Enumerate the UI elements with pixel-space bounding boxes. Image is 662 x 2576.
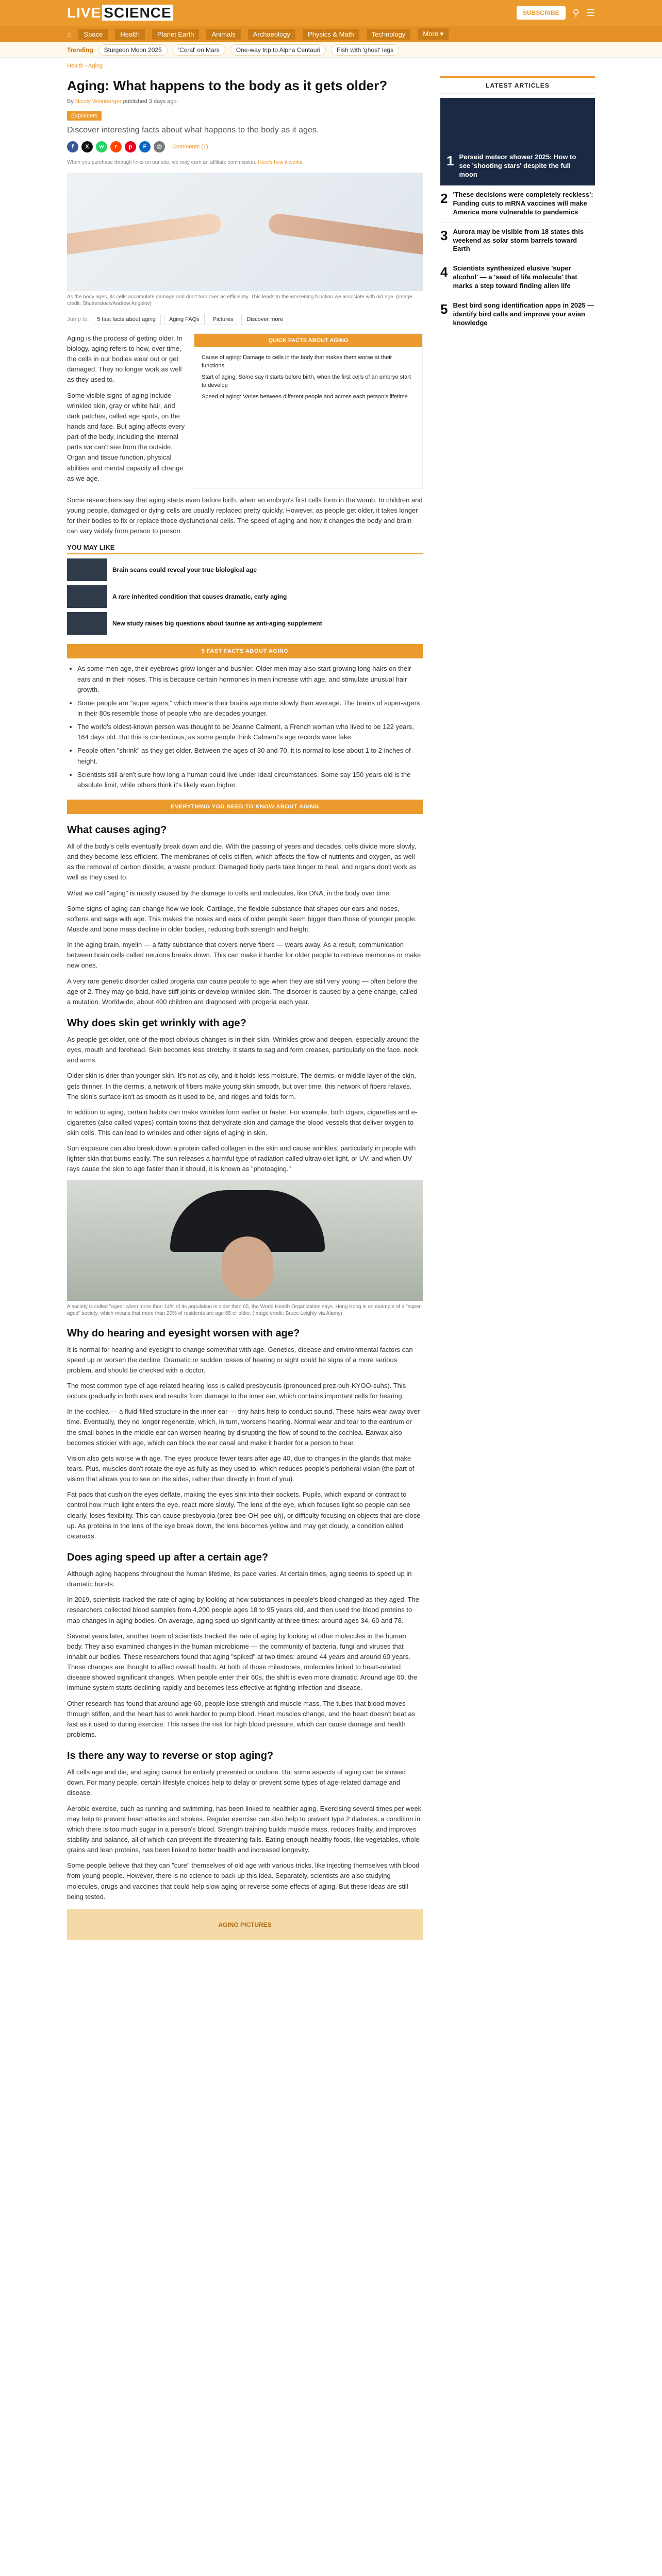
faq-banner: EVERYTHING YOU NEED TO KNOW ABOUT AGING <box>67 800 423 814</box>
jump-item[interactable]: Aging FAQs <box>164 314 205 325</box>
quick-facts-box <box>194 333 423 489</box>
related-thumbnail <box>67 558 107 581</box>
breadcrumb: Health › Aging <box>67 63 103 69</box>
menu-icon[interactable]: ☰ <box>586 7 595 18</box>
subscribe-button[interactable]: SUBSCRIBE <box>517 6 566 20</box>
latest-number: 1 <box>446 153 454 169</box>
nav-item-space[interactable]: Space <box>78 29 108 40</box>
fast-facts-banner: 5 FAST FACTS ABOUT AGING <box>67 644 423 658</box>
article-main <box>67 58 423 1947</box>
body-paragraph: Although aging happens throughout the human lifetime, its pace varies. At certain times, aging seems to speed up in dramatic bursts. <box>67 1570 412 1588</box>
face-shape <box>222 1236 273 1298</box>
fast-fact: • Scientists still aren't sure how long a human could live under ideal circumstances. Some say 150 years old is the absolute limit, while others think it's likely even higher. <box>77 770 423 790</box>
body-paragraph: Aerobic exercise, such as running and swimming, has been linked to healthier aging. Exercising several times per week may help to prevent heart attacks and strokes. Regular exercise can also help to prevent type 2 diabetes, a condition in which there is too much sugar in a person's blood. Strength training builds muscle mass, reduces frailty, and improves stability and balance, all of which can prevent life-threatening falls. Eating enough healthy foods, like vegetables, whole grains and lean proteins, has been linked to better health and increased longevity. <box>67 1804 422 1854</box>
latest-number: 3 <box>440 227 448 243</box>
latest-title: Scientists synthesized elusive 'super alcohol' — a 'seed of life molecule' that marks a step toward finding alien life <box>453 264 577 290</box>
section-heading: Is there any way to reverse or stop aging? <box>67 1750 274 1762</box>
intro-paragraph: Aging is the process of getting older. In biology, aging refers to how, over time, the cells in our bodies wear out or get damaged. They no longer work as well as they used to. <box>67 334 183 384</box>
related-thumbnail <box>67 612 107 635</box>
category-tag[interactable]: Explainers <box>67 111 102 121</box>
affiliate-disclaimer: When you purchase through links on our site, we may earn an affiliate commission. Here's how it works. <box>67 159 304 165</box>
latest-number: 5 <box>440 301 448 317</box>
latest-title: Aurora may be visible from 18 states this weekend as solar storm barrels toward Earth <box>453 227 584 253</box>
fast-facts-list <box>67 664 423 790</box>
intro-paragraph: Some visible signs of aging include wrinkled skin, gray or white hair, and dark patches, called age spots, on the hands and face. But aging affects every part of the body, including the internal parts we can't see from the outside. Organ and tissue function, physical abilities and mental capacity all change as we age. <box>67 391 185 482</box>
latest-title: Perseid meteor shower 2025: How to see 'shooting stars' despite the full moon <box>459 153 576 179</box>
body-paragraph: Older skin is drier than younger skin. It's not as oily, and it holds less moisture. The dermis, or middle layer of the skin, gets thinner. In the dermis, a network of fibers make young skin smooth, but over time, this network of fibers relaxes. The skin's surface isn't as smooth as it used to be, and ridges and folds form. <box>67 1072 416 1100</box>
jump-item[interactable]: Discover more <box>241 314 288 325</box>
section-heading: What causes aging? <box>67 824 167 836</box>
nav-item-animals[interactable]: Animals <box>206 29 240 40</box>
disclaimer-link[interactable]: Here's how it works. <box>258 159 304 165</box>
body-paragraph: All of the body's cells eventually break down and die. With the passing of years and decades, cells divide more slowly, and they become less efficient. The membranes of cells stiffen, which affects the flow of nutrients and oxygen, as well as the removal of carbon dioxide, a waste product. Damaged body parts take longer to heal, and organs don't work as well as they used to. <box>67 842 417 882</box>
photo-caption: A society is called "aged" when more than 14% of its population is older than 65, the World Health Organization says. Hong Kong is an example of a "super-aged" society, which means that more than 20% of residents are age 65 or older. (Image credit: Bruce Leighty via Alamy) <box>67 1303 423 1317</box>
main-nav <box>0 26 662 42</box>
body-paragraph: Other research has found that around age 60, people lose strength and muscle mass. The tubes that blood moves through stiffen, and the heart has to work harder to pump blood. Heart muscles change, and the heart doesn't beat as fast as it used to during exercise. This raises the risk for high blood pressure, which can cause damage and health problems. <box>67 1699 416 1738</box>
site-logo[interactable]: LIVE SCIENCE <box>67 5 173 21</box>
latest-number: 2 <box>440 191 448 206</box>
body-paragraph: In addition to aging, certain habits can make wrinkles form earlier or faster. For example, both cigars, cigarettes and e-cigarettes (also called vapes) contain toxins that dehydrate skin and damage the blood vessels that deliver oxygen to skin cells. This can lead to wrinkles and other signs of aging in skin. <box>67 1108 418 1137</box>
nav-item-health[interactable]: Health <box>115 29 145 40</box>
body-paragraph: In the cochlea — a fluid-filled structure in the inner ear — tiny hairs help to conduct sound. These hairs wear away over time. Eventually, they no longer regenerate, which, in turn, worsens hearing. Normal wear and tear to the eardrum or the small bones in the middle ear can worsen hearing by disrupting the flow of sound to the cochlea. Earwax also becomes stickier with age, which can block the ear canal and make it harder for a person to hear. <box>67 1408 420 1447</box>
facebook-icon[interactable]: f <box>67 141 78 152</box>
you-may-like <box>67 544 423 635</box>
related-thumbnail <box>67 585 107 608</box>
section-heading: Why do hearing and eyesight worsen with age? <box>67 1327 300 1339</box>
body-paragraph: Some signs of aging can change how we look. Cartilage, the flexible substance that shapes our ears and noses, softens and sags with age. This makes the noses and ears of older people seem bigger than those of younger people. Muscle and bone mass decline in older bodies, reducing both strength and height. <box>67 904 417 933</box>
body-paragraph: It is normal for hearing and eyesight to change somewhat with age. Genetics, disease and environmental factors can speed up or worsen the decline. Dramatic or sudden losses of hearing or sight could be signs of a more serious problem, and should be checked with a doctor. <box>67 1345 413 1374</box>
body-paragraph: All cells age and die, and aging cannot be entirely prevented or undone. But some aspects of aging can be slowed down. For many people, certain lifestyle choices help to delay or prevent some types of age-related damage and disease. <box>67 1768 406 1797</box>
search-icon[interactable]: ⚲ <box>572 7 580 18</box>
latest-item[interactable] <box>440 223 595 260</box>
related-item[interactable]: New study raises big questions about taurine as anti-aging supplement <box>67 612 423 635</box>
trending-bar <box>0 42 662 58</box>
latest-title: Best bird song identification apps in 2025 — identify bird calls and improve your avian knowledge <box>453 301 594 327</box>
email-icon[interactable]: @ <box>154 141 165 152</box>
section-heading: Does aging speed up after a certain age? <box>67 1552 269 1564</box>
byline: By Nicoly Weinberger published 3 days ago <box>67 98 177 105</box>
jump-label: Jump to: <box>67 316 89 323</box>
pinterest-icon[interactable]: p <box>125 141 136 152</box>
old-hand <box>268 212 423 257</box>
body-paragraph: What we call "aging" is mostly caused by the damage to cells and molecules, like DNA, in the body over time. <box>67 889 391 897</box>
trending-item[interactable]: Sturgeon Moon 2025 <box>98 44 168 56</box>
article-title: Aging: What happens to the body as it gets older? <box>67 78 388 93</box>
quick-fact: Start of aging: Some say it starts before birth, when the first cells of an embryo start to develop <box>202 374 411 389</box>
related-item[interactable]: A rare inherited condition that causes dramatic, early aging <box>67 585 423 608</box>
author-link[interactable]: Nicoly Weinberger <box>75 98 122 105</box>
quick-fact: Cause of aging: Damage to cells in the body that makes them worse at their functions <box>202 354 392 369</box>
body-paragraph: In the aging brain, myelin — a fatty substance that covers nerve fibers — wears away. As a result, communication between brain cells called neurons breaks down. This can make it harder for older people to retrieve memories or make new ones. <box>67 941 421 970</box>
latest-articles <box>440 76 595 333</box>
body-paragraph: Some researchers say that aging starts even before birth, when an embryo's first cells form in the womb. In children and young people, damaged or dying cells are usually replaced pretty quickly. However, as people get older, it takes longer for their bodies to fix or replace those dysfunctional cells. The speed of aging and how it changes the body and brain can vary widely from person to person. <box>67 496 423 535</box>
latest-number: 4 <box>440 264 448 280</box>
jump-to-nav <box>67 314 423 325</box>
latest-title: 'These decisions were completely reckless': Funding cuts to mRNA vaccines will make America more vulnerable to pandemics <box>453 191 593 216</box>
jump-item[interactable]: 5 fast facts about aging <box>92 314 161 325</box>
reddit-icon[interactable]: r <box>110 141 122 152</box>
trending-item[interactable]: 'Coral' on Mars <box>173 44 225 56</box>
body-paragraph: Sun exposure can also break down a protein called collagen in the skin and cause wrinkles, particularly in people with lighter skin that burns easily. The sun releases a harmful type of radiation called ultraviolet light, or UV, and when UV rays cause the skin to age faster than it should, it is known as "photoaging." <box>67 1144 416 1173</box>
young-hand <box>67 212 222 257</box>
breadcrumb-health[interactable]: Health <box>67 63 84 69</box>
quick-facts-heading: QUICK FACTS ABOUT AGING <box>194 334 422 347</box>
breadcrumb-aging[interactable]: Aging <box>88 63 103 69</box>
aging-pictures-banner: AGING PICTURES <box>67 1909 423 1940</box>
body-paragraph: Fat pads that cushion the eyes deflate, making the eyes sink into their sockets. Pupils, which expand or contract to control how much light enters the eye, react more slowly. The lens of the eye, which focuses light so people can see clearly, loses flexibility. This can cause presbyopia (prez-bee-OH-pee-uh), or difficulty focusing on objects that are close-up. As proteins in the lens of the eye break down, the lens becomes yellow and may get cloudy, a condition called cataracts. <box>67 1490 423 1540</box>
fast-fact: • People often "shrink" as they get older. Between the ages of 30 and 70, it is normal to lose about 1 to 2 inches of height. <box>77 745 423 766</box>
comments-link[interactable]: Comments (1) <box>172 143 208 150</box>
body-paragraph: In 2019, scientists tracked the rate of aging by looking at how substances in people's blood changed as they aged. The researchers collected blood samples from 4,200 people ages 18 to 95 years old, and then used the blood proteins to map changes in aging bodies. On average, aging sped up significantly at three times: around ages 34, 60 and 78. <box>67 1596 420 1624</box>
trending-label: Trending <box>67 46 93 54</box>
fast-fact: • Some people are "super agers," which means their brains age more slowly than average. The brains of super-agers in their 80s resemble those of people who are decades younger. <box>77 698 423 719</box>
trending-item[interactable]: Fish with 'ghost' legs <box>331 44 399 56</box>
hero-image <box>67 173 423 291</box>
quick-fact: Speed of aging: Varies between different people and across each person's lifetime <box>202 393 408 400</box>
nav-item-technology[interactable]: Technology <box>367 29 411 40</box>
flipboard-icon[interactable]: F <box>139 141 151 152</box>
sidebar <box>440 58 595 1947</box>
latest-item[interactable] <box>440 185 595 223</box>
related-item[interactable]: Brain scans could reveal your true biological age <box>67 558 423 581</box>
whatsapp-icon[interactable]: w <box>96 141 107 152</box>
latest-heading: LATEST ARTICLES <box>440 78 595 94</box>
body-paragraph: Vision also gets worse with age. The eyes produce fewer tears after age 40, due to changes in the glands that make tears. Plus, muscles don't rotate the eye as fully as they used to, which reduces people's peripheral vision (the part of vision that allows you to see on the sides, rather than directly in front of you). <box>67 1454 415 1483</box>
latest-item[interactable] <box>440 259 595 296</box>
elderly-woman-photo <box>67 1180 423 1301</box>
home-icon[interactable]: ⌂ <box>67 30 72 38</box>
body-paragraph: The most common type of age-related hearing loss is called presbycusis (pronounced prez-buh-KYOO-suhs). This occurs gradually in both ears and results from damage to the inner ear, which contains important cells for hearing. <box>67 1382 406 1400</box>
body-paragraph: As people get older, one of the most obvious changes is in their skin. Wrinkles grow and deepen, especially around the eyes, mouth and forehead. Skin becomes less stretchy. It starts to sag and form creases, particularly on the face, neck and arms. <box>67 1035 419 1064</box>
article-subhead: Discover interesting facts about what happens to the body as it ages. <box>67 125 319 134</box>
body-paragraph: A very rare genetic disorder called progeria can cause people to age when they are still very young — often before the age of 2. They may go bald, have stiff joints or develop wrinkled skin. The disorder is caused by a gene change, called a mutation. Worldwide, about 400 children are diagnosed with progeria each year. <box>67 977 418 1006</box>
body-paragraph: Several years later, another team of scientists tracked the rate of aging by looking at other molecules in the human body. They also examined changes in the human microbiome — the community of bacteria, fungi and viruses that inhabit our bodies. These researchers found that aging "spiked" at two times: around 44 years and around 60 years. These changes are thought to affect overall health. At both of those milestones, molecules linked to heart-related disease showed significant changes. When people enter their 60s, the shift is even more dramatic. Around age 60, the immune system starts declining rapidly and becomes less effective at fighting infection and disease. <box>67 1632 418 1692</box>
nav-item-planet-earth[interactable]: Planet Earth <box>152 29 200 40</box>
site-header <box>0 0 662 26</box>
body-paragraph: Some people believe that they can "cure" themselves of old age with various tricks, like injecting themselves with blood from young people. However, there is no science to back up this idea. Separately, scientists are also studying molecules, drugs and vaccines that could help slow aging or reverse some effects of aging. But these ideas are still being tested. <box>67 1861 420 1901</box>
trending-item[interactable]: One-way trip to Alpha Centauri <box>230 44 326 56</box>
fast-fact: • The world's oldest-known person was thought to be Jeanne Calment, a French woman who lived to be 122 years, 164 days old. But this is contentious, as some people think Calment's age records were fake. <box>77 722 423 742</box>
section-heading: Why does skin get wrinkly with age? <box>67 1017 246 1029</box>
share-row <box>67 141 423 152</box>
fast-fact: • As some men age, their eyebrows grow longer and bushier. Older men may also start growing long hairs on their ears and in their noses. This is because certain hormones in men increase with age, and stimulate unusual hair growth. <box>77 664 423 694</box>
hero-caption: As the body ages, its cells accumulate damage and don't turn over as efficiently. This leads to the worsening function we associate with old age. (Image credit: Shutterstock/Andrew Angelov) <box>67 294 412 307</box>
you-may-like-heading: YOU MAY LIKE <box>67 544 423 554</box>
nav-item-physics-math[interactable]: Physics & Math <box>303 29 359 40</box>
x-icon[interactable]: X <box>81 141 93 152</box>
latest-item[interactable] <box>440 296 595 333</box>
publish-date: published 3 days ago <box>123 98 177 105</box>
jump-item[interactable]: Pictures <box>208 314 239 325</box>
nav-item-more[interactable]: More ▾ <box>418 28 449 40</box>
nav-item-archaeology[interactable]: Archaeology <box>248 29 295 40</box>
latest-item-featured[interactable] <box>440 98 595 185</box>
